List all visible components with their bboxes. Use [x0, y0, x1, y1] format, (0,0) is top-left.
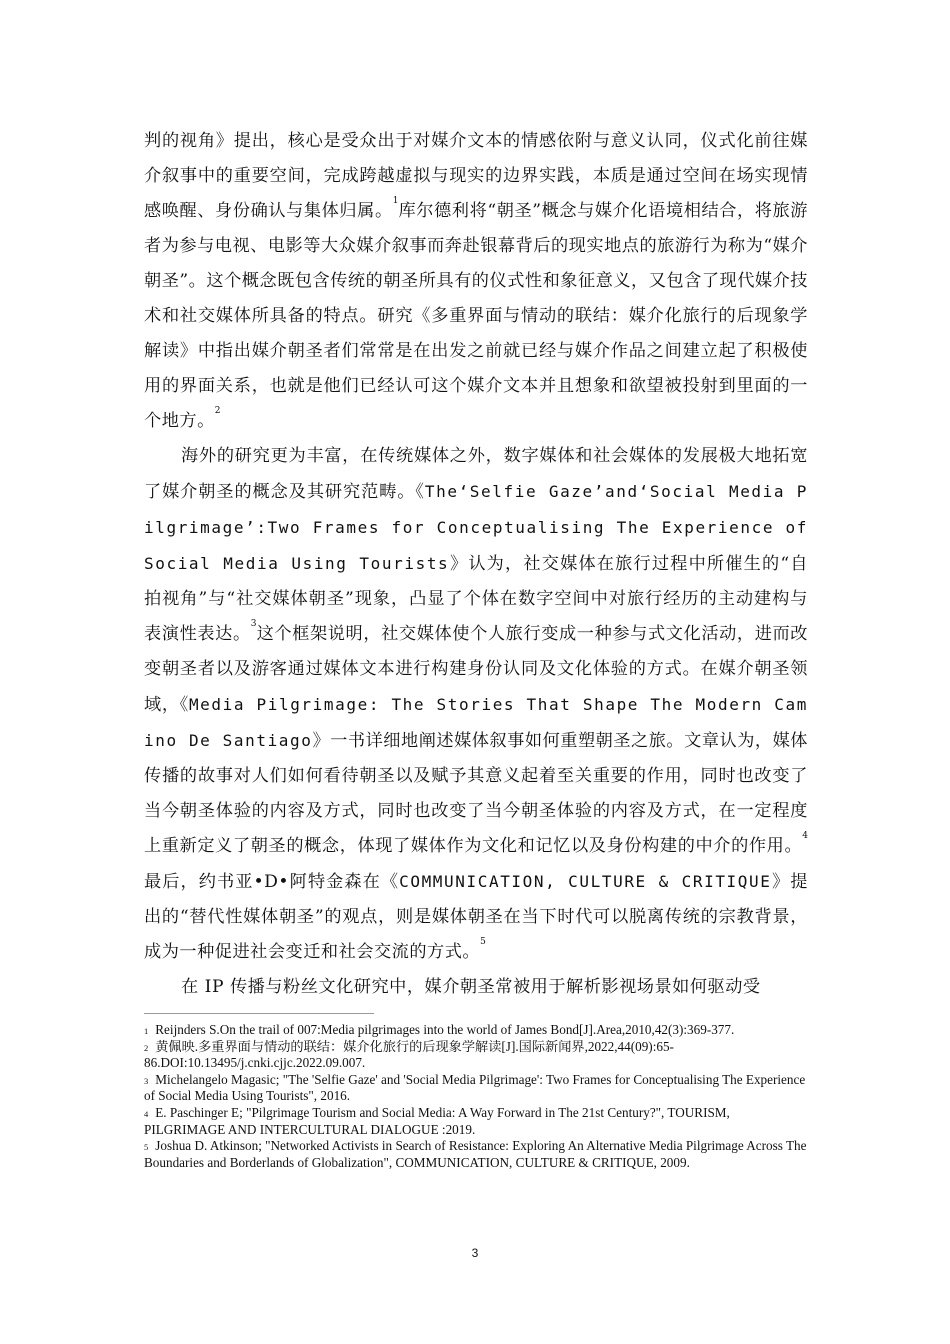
- footnote-2: [144, 1039, 808, 1072]
- text-run: 》认为，社交媒体在旅行过程中所催生的“自拍视角”与“社交媒体朝圣”现象，凸显了个体在数字空间中对旅行经历的主动建构与表演性表达。: [144, 554, 808, 644]
- footnotes: [144, 1022, 808, 1171]
- footnote-text: E. Paschinger E; "Pilgrimage Tourism and Social Media: A Way Forward in The 21st Century?", TOURISM, PILGRIMAGE AND INTERCULTURAL DIALOGUE :2019.: [144, 1104, 730, 1137]
- footnote-reference[interactable]: 2: [214, 406, 221, 416]
- footnote-text: 黄佩映.多重界面与情动的联结：媒介化旅行的后现象学解读[J].国际新闻界,2022,44(09):65-86.DOI:10.13495/j.cnki.cjjc.2022.09.007.: [144, 1038, 674, 1071]
- paragraph-3: [144, 970, 808, 1005]
- text-run: 》提出的“替代性媒体朝圣”的观点，则是媒体朝圣在当下时代可以脱离传统的宗教背景，成为一种促进社会变迁和社会交流的方式。: [144, 872, 808, 962]
- cited-title: COMMUNICATION, CULTURE & CRITIQUE: [399, 872, 772, 891]
- text-run: 在 IP 传播与粉丝文化研究中，媒介朝圣常被用于解析影视场景如何驱动受: [181, 977, 761, 997]
- footnote-text: Michelangelo Magasic; "The 'Selfie Gaze' and 'Social Media Pilgrimage': Two Frames for Conceptualising The Experience of Social Media Using Tourists", 2016.: [144, 1071, 806, 1104]
- page-number: 3: [471, 1246, 479, 1260]
- footnote-reference[interactable]: 1: [392, 196, 399, 206]
- cited-title: The‘Selfie Gaze’and‘Social Media Pilgrimage’:Two Frames for Conceptualising The Experience of Social Media Using Tourists: [144, 482, 809, 573]
- footnote-mark: 5: [144, 1142, 149, 1153]
- footnote-reference[interactable]: 4: [802, 831, 808, 841]
- footnote-mark: 4: [144, 1108, 149, 1119]
- footnote-mark: 3: [144, 1075, 149, 1086]
- text-run: 海外的研究更为丰富，在传统媒体之外，数字媒体和社会媒体的发展极大地拓宽了媒介朝圣的概念及其研究范畴。《: [144, 446, 808, 502]
- footnote-separator: [144, 1013, 374, 1014]
- footnote-1: [144, 1022, 808, 1039]
- footnote-3: [144, 1072, 808, 1105]
- cited-title: Media Pilgrimage: The Stories That Shape The Modern Camino De Santiago: [144, 695, 808, 750]
- paragraph-2: [144, 439, 808, 970]
- footnote-text: Reijnders S.On the trail of 007:Media pilgrimages into the world of James Bond[J].Area,2010,42(3):369-377.: [155, 1022, 735, 1037]
- text-run: 判的视角》提出，核心是受众出于对媒介文本的情感依附与意义认同，仪式化前往媒介叙事中的重要空间，完成跨越虚拟与现实的边界实践，本质是通过空间在场实现情感唤醒、身份确认与集体归属。: [144, 131, 808, 221]
- footnote-4: [144, 1105, 808, 1138]
- paragraph-1: [144, 124, 808, 439]
- text-run: 这个框架说明，社交媒体使个人旅行变成一种参与式文化活动，进而改变朝圣者以及游客通过媒体文本进行构建身份认同及文化体验的方式。在媒介朝圣领域，《: [144, 624, 808, 715]
- footnote-mark: 2: [144, 1042, 149, 1053]
- footnote-5: [144, 1138, 808, 1171]
- footnote-reference[interactable]: 5: [480, 937, 486, 947]
- footnote-mark: 1: [144, 1026, 149, 1036]
- text-run: 最后，约书亚•D•阿特金森在《: [144, 872, 400, 892]
- body-text: [144, 124, 808, 1005]
- footnote-text: Joshua D. Atkinson; "Networked Activists in Search of Resistance: Exploring An Alternative Media Pilgrimage Across The Boundaries and Borderlands of Globalization", COMMUNICATION, CULTURE & CRITIQUE, 2009.: [144, 1138, 807, 1170]
- text-run: 》一书详细地阐述媒体叙事如何重塑朝圣之旅。文章认为，媒体传播的故事对人们如何看待朝圣以及赋予其意义起着至关重要的作用，同时也改变了当今朝圣体验的内容及方式，同时也改变了当今朝圣体验的内容及方式，在一定程度上重新定义了朝圣的概念，体现了媒体作为文化和记忆以及身份构建的中介的作用。: [144, 731, 808, 856]
- footnote-reference[interactable]: 3: [250, 619, 257, 629]
- text-run: 库尔德利将“朝圣”概念与媒介化语境相结合，将旅游者为参与电视、电影等大众媒介叙事而奔赴银幕背后的现实地点的旅游行为称为“媒介朝圣”。这个概念既包含传统的朝圣所具有的仪式性和象征意义，又包含了现代媒介技术和社交媒体所具备的特点。研究《多重界面与情动的联结：媒介化旅行的后现象学解读》中指出媒介朝圣者们常常是在出发之前就已经与媒介作品之间建立起了积极使用的界面关系，也就是他们已经认可这个媒介文本并且想象和欲望被投射到里面的一个地方。: [144, 201, 808, 431]
